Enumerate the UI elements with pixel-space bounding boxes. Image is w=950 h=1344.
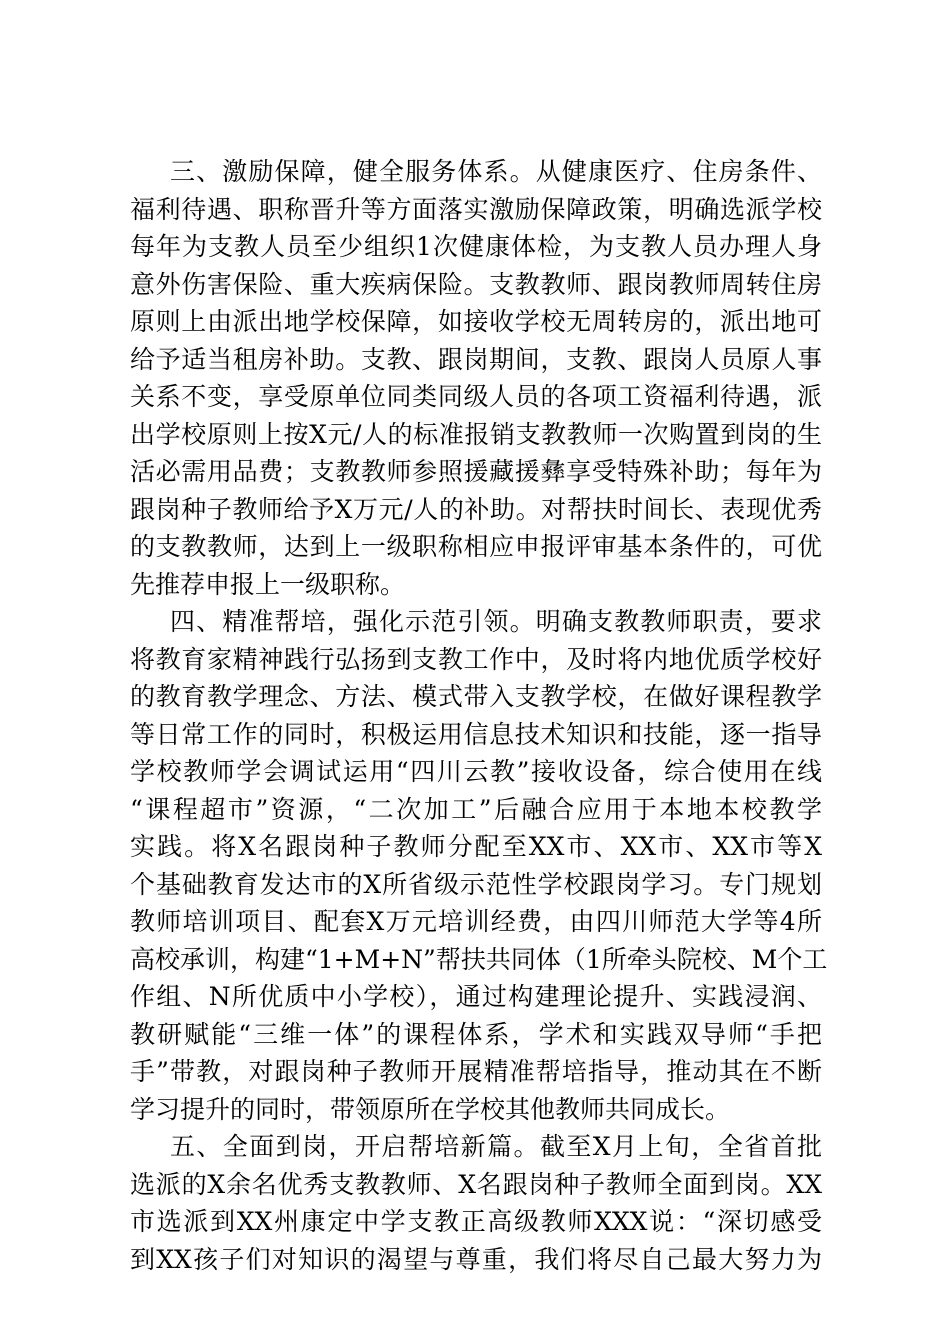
paragraph-line: 学校教师学会调试运用“四川云教”接收设备，综合使用在线 bbox=[130, 757, 822, 786]
paragraph-line: 的教育教学理念、方法、模式带入支教学校，在做好课程教学 bbox=[130, 682, 822, 711]
paragraph-line: 先推荐申报上一级职称。 bbox=[130, 569, 406, 599]
paragraph-line: 四、精准帮培，强化示范引领。明确支教教师职责，要求 bbox=[170, 607, 822, 636]
paragraph-incentive-guarantee bbox=[130, 153, 822, 603]
paragraph-line: 给予适当租房补助。支教、跟岗期间，支教、跟岗人员原人事 bbox=[130, 344, 822, 374]
paragraph-line: 教师培训项目、配套X万元培训经费，由四川师范大学等4所 bbox=[130, 907, 822, 936]
paragraph-line: 五、全面到岗，开启帮培新篇。截至X月上旬，全省首批 bbox=[170, 1132, 822, 1161]
paragraph-precise-support bbox=[130, 603, 828, 1128]
paragraph-line: “课程超市”资源，“二次加工”后融合应用于本地本校教学 bbox=[130, 794, 822, 824]
paragraph-line: 福利待遇、职称晋升等方面落实激励保障政策，明确选派学校 bbox=[130, 194, 822, 224]
paragraph-line: 个基础教育发达市的X所省级示范性学校跟岗学习。专门规划 bbox=[130, 869, 822, 899]
paragraph-line: 选派的X余名优秀支教教师、X名跟岗种子教师全面到岗。XX bbox=[130, 1169, 822, 1199]
paragraph-line: 到XX孩子们对知识的渴望与尊重，我们将尽自己最大努力为 bbox=[130, 1244, 822, 1274]
paragraph-line: 高校承训，构建“1+M+N”帮扶共同体（1所牵头院校、M个工 bbox=[130, 944, 828, 974]
paragraph-line: 三、激励保障，健全服务体系。从健康医疗、住房条件、 bbox=[170, 157, 822, 186]
paragraph-line: 跟岗种子教师给予X万元/人的补助。对帮扶时间长、表现优秀 bbox=[130, 494, 822, 524]
paragraph-line: 原则上由派出地学校保障，如接收学校无周转房的，派出地可 bbox=[130, 307, 822, 336]
paragraph-line: 关系不变，享受原单位同类同级人员的各项工资福利待遇，派 bbox=[130, 382, 822, 411]
paragraph-line: 教研赋能“三维一体”的课程体系，学术和实践双导师“手把 bbox=[130, 1019, 822, 1049]
paragraph-line: 学习提升的同时，带领原所在学校其他教师共同成长。 bbox=[130, 1094, 731, 1124]
paragraph-line: 手”带教，对跟岗种子教师开展精准帮培指导，推动其在不断 bbox=[130, 1057, 822, 1086]
paragraph-line: 意外伤害保险、重大疾病保险。支教教师、跟岗教师周转住房 bbox=[130, 269, 822, 299]
paragraph-line: 每年为支教人员至少组织1次健康体检，为支教人员办理人身 bbox=[130, 232, 822, 261]
paragraph-line: 等日常工作的同时，积极运用信息技术知识和技能，逐一指导 bbox=[130, 719, 822, 749]
paragraph-line: 活必需用品费；支教教师参照援藏援彝享受特殊补助；每年为 bbox=[130, 457, 822, 486]
paragraph-line: 将教育家精神践行弘扬到支教工作中，及时将内地优质学校好 bbox=[130, 644, 822, 674]
paragraph-line: 作组、N所优质中小学校），通过构建理论提升、实践浸润、 bbox=[130, 982, 822, 1011]
paragraph-line: 实践。将X名跟岗种子教师分配至XX市、XX市、XX市等X bbox=[130, 832, 822, 861]
paragraph-line: 出学校原则上按X元/人的标准报销支教教师一次购置到岗的生 bbox=[130, 419, 822, 449]
paragraph-line: 市选派到XX州康定中学支教正高级教师XXX说：“深切感受 bbox=[130, 1207, 822, 1236]
paragraph-line: 的支教教师，达到上一级职称相应申报评审基本条件的，可优 bbox=[130, 532, 822, 561]
paragraph-full-arrival bbox=[130, 1128, 822, 1278]
document-body bbox=[130, 153, 828, 1278]
